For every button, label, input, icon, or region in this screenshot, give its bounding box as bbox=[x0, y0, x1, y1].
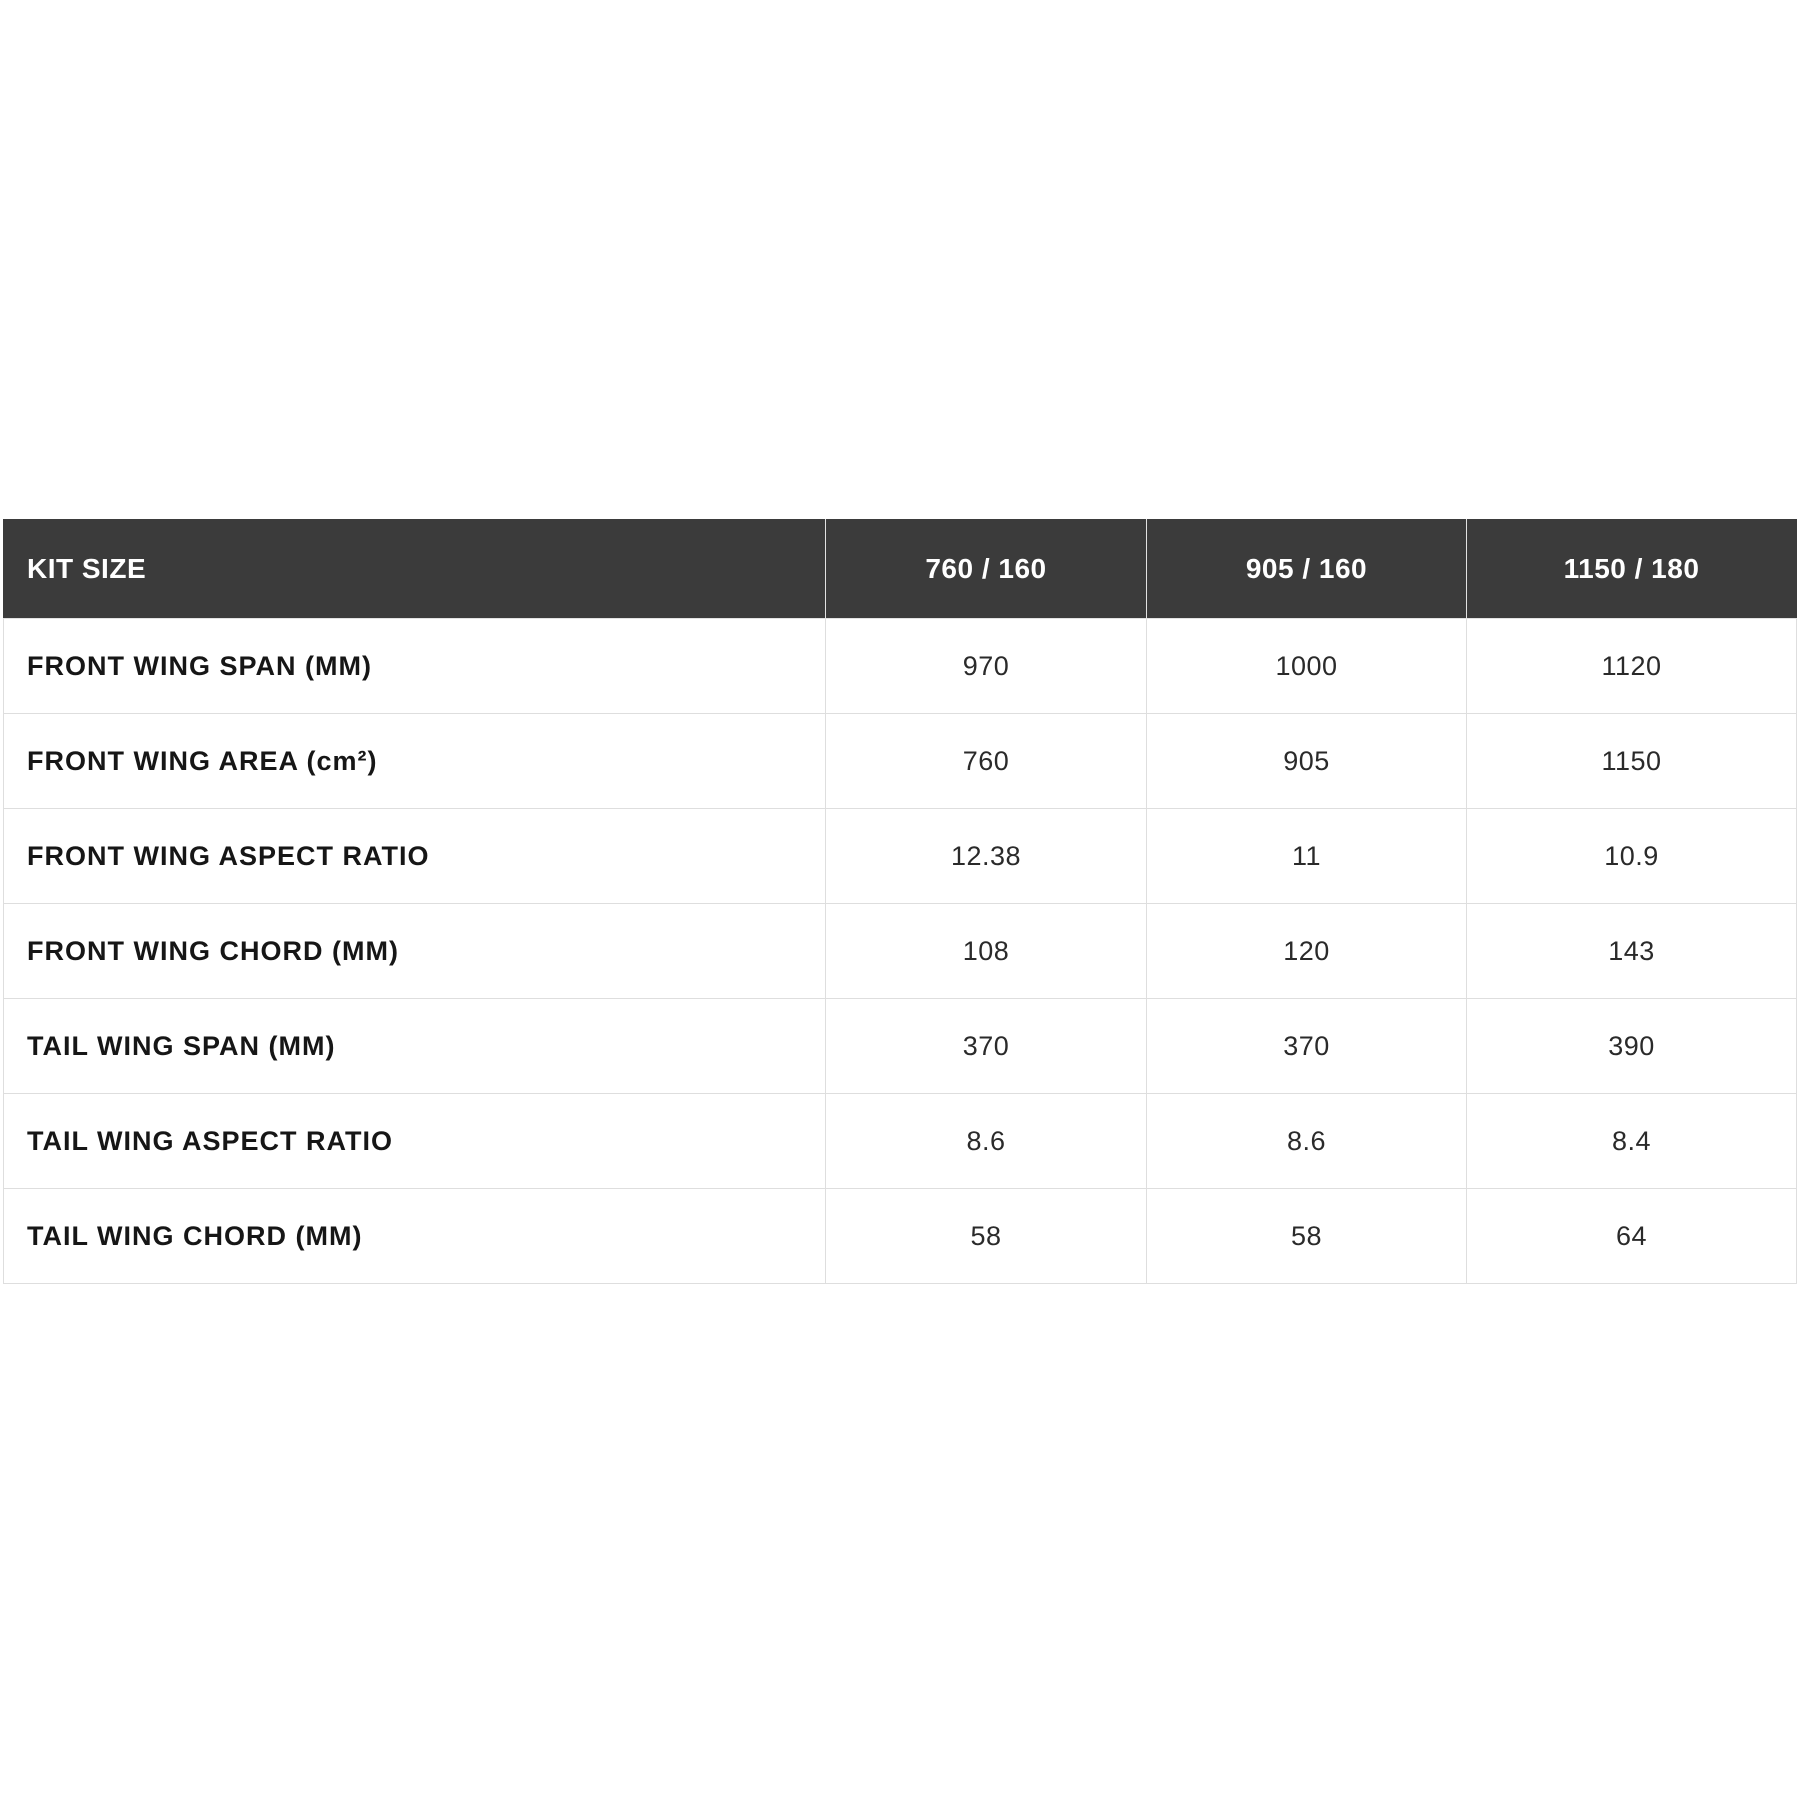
table-row bbox=[4, 619, 1797, 714]
row-label: FRONT WING CHORD (MM) bbox=[4, 904, 826, 999]
row-value: 8.4 bbox=[1467, 1094, 1797, 1189]
row-value: 11 bbox=[1147, 809, 1467, 904]
header-size-1150-180: 1150 / 180 bbox=[1467, 520, 1797, 619]
table-body bbox=[4, 619, 1797, 1284]
table-row bbox=[4, 1094, 1797, 1189]
row-value: 108 bbox=[826, 904, 1147, 999]
header-kit-size: KIT SIZE bbox=[4, 520, 826, 619]
row-value: 1120 bbox=[1467, 619, 1797, 714]
row-label: FRONT WING AREA (cm²) bbox=[4, 714, 826, 809]
header-size-760-160: 760 / 160 bbox=[826, 520, 1147, 619]
row-value: 970 bbox=[826, 619, 1147, 714]
table-row bbox=[4, 1189, 1797, 1284]
row-value: 1000 bbox=[1147, 619, 1467, 714]
header-size-905-160: 905 / 160 bbox=[1147, 520, 1467, 619]
header-row bbox=[4, 520, 1797, 619]
row-label: TAIL WING ASPECT RATIO bbox=[4, 1094, 826, 1189]
row-value: 8.6 bbox=[1147, 1094, 1467, 1189]
row-value: 8.6 bbox=[826, 1094, 1147, 1189]
row-value: 58 bbox=[826, 1189, 1147, 1284]
row-label: TAIL WING CHORD (MM) bbox=[4, 1189, 826, 1284]
row-value: 12.38 bbox=[826, 809, 1147, 904]
row-value: 905 bbox=[1147, 714, 1467, 809]
row-value: 370 bbox=[826, 999, 1147, 1094]
row-value: 390 bbox=[1467, 999, 1797, 1094]
row-value: 64 bbox=[1467, 1189, 1797, 1284]
row-value: 58 bbox=[1147, 1189, 1467, 1284]
row-label: FRONT WING SPAN (MM) bbox=[4, 619, 826, 714]
table-row bbox=[4, 714, 1797, 809]
spec-table bbox=[3, 519, 1797, 1284]
row-value: 143 bbox=[1467, 904, 1797, 999]
row-label: TAIL WING SPAN (MM) bbox=[4, 999, 826, 1094]
table-header bbox=[4, 520, 1797, 619]
row-label: FRONT WING ASPECT RATIO bbox=[4, 809, 826, 904]
row-value: 1150 bbox=[1467, 714, 1797, 809]
row-value: 760 bbox=[826, 714, 1147, 809]
table-row bbox=[4, 809, 1797, 904]
table-row bbox=[4, 999, 1797, 1094]
row-value: 10.9 bbox=[1467, 809, 1797, 904]
row-value: 120 bbox=[1147, 904, 1467, 999]
table-row bbox=[4, 904, 1797, 999]
row-value: 370 bbox=[1147, 999, 1467, 1094]
